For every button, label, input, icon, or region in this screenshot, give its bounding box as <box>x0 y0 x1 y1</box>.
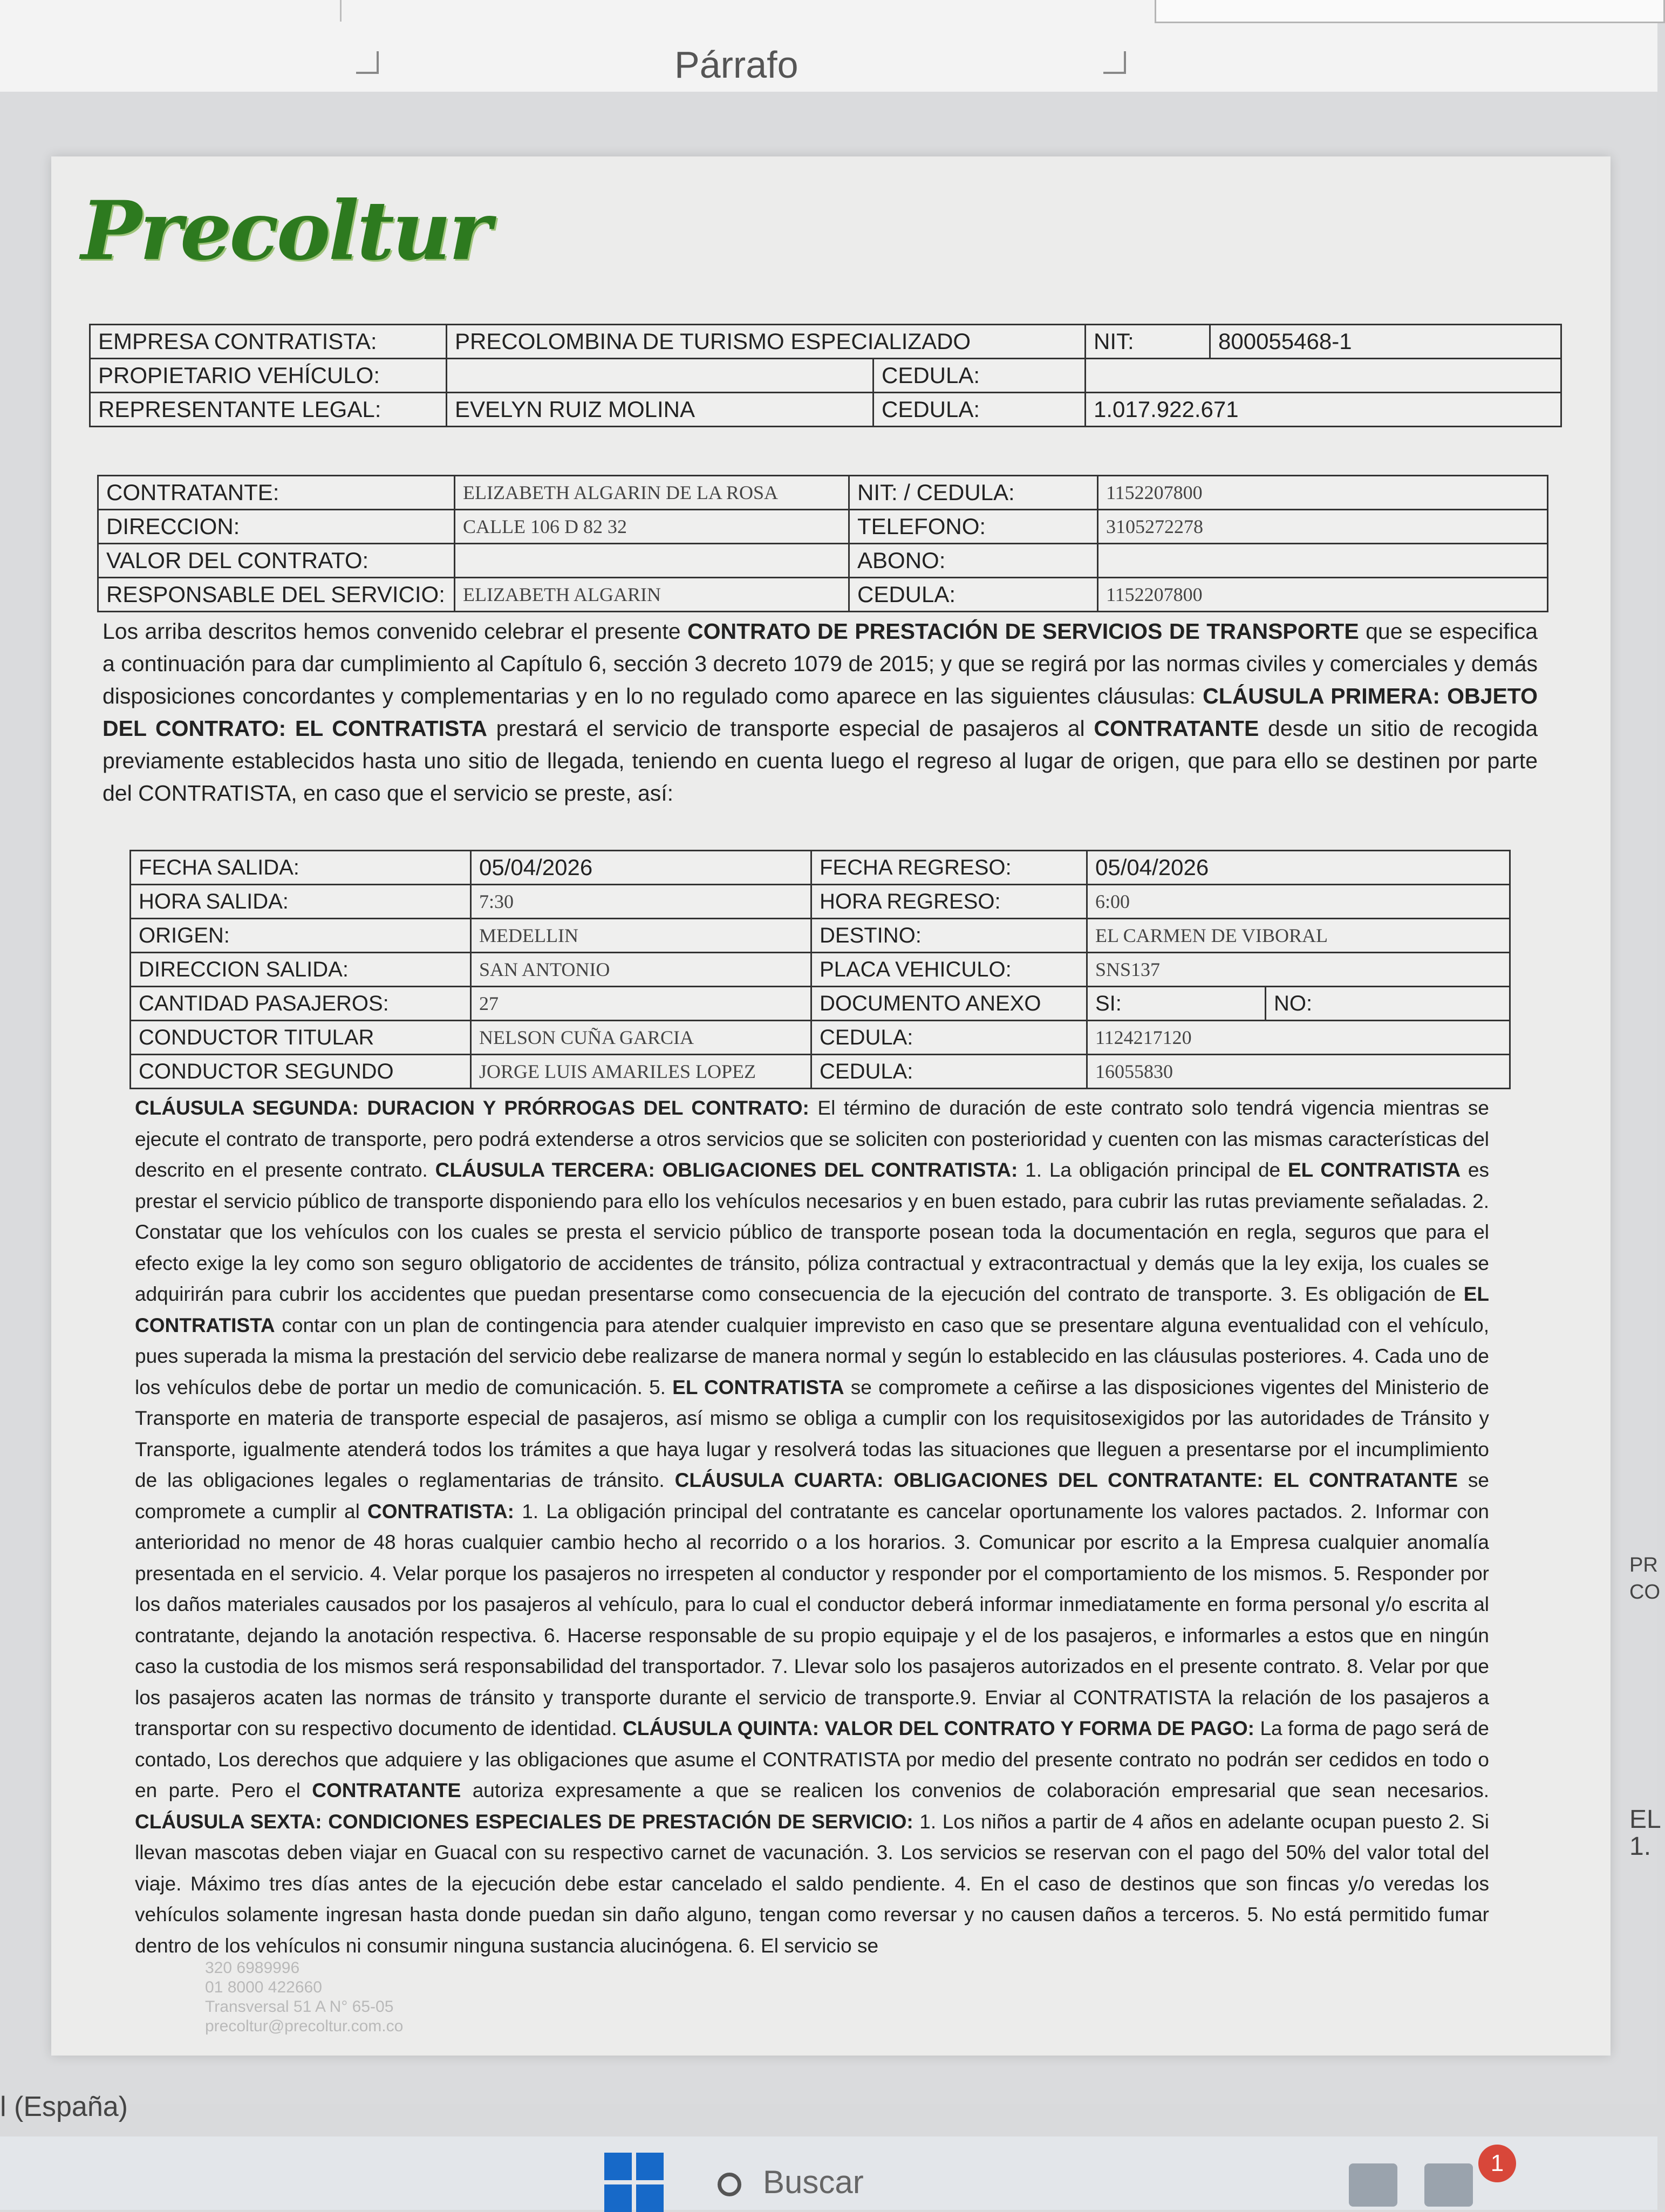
hora-regreso-label: HORA REGRESO: <box>811 885 1087 919</box>
conductor-titular-label: CONDUCTOR TITULAR <box>131 1021 471 1055</box>
clause-text: se compromete a cumplir al <box>135 1469 1489 1523</box>
documento-si-option: SI: <box>1087 987 1266 1021</box>
abono-value <box>1098 544 1548 578</box>
company-logo: Precoltur <box>81 183 489 278</box>
clause-text: es prestar el servicio público de transporte disponiendo para ello los vehículos necesarios y en buen estado, para cubrir las rutas previamente señaladas. 2. Constatar que los vehículos con los cuales se presta el servicio público de transporte posean toda la documentación en regla, seguros que para el efecto exige la ley como son seguro obligatorio de accidentes de tránsito, póliza contractual y extracontractual y demás que la ley exija, los cuales se adquirirán para cubrir los accidentes que puedan presentarse como consecuencia de la ejecución del contrato de transporte. 3. Es obligación de <box>135 1159 1489 1305</box>
intro-text: que se especifica a continuación para dar cumplimiento al Capítulo 6, sección 3 decreto 1079 de 2015; y que se regirá por las normas civiles y comerciales y demás disposiciones concordantes y complementarias y en lo no regulado como aparece en las siguientes cláusulas: <box>103 619 1538 708</box>
nit-label: NIT: <box>1086 325 1210 359</box>
footer-phone-national: 01 8000 422660 <box>205 1978 322 1996</box>
cantidad-pasajeros-label: CANTIDAD PASAJEROS: <box>131 987 471 1021</box>
ribbon <box>0 0 1657 93</box>
conductor-titular-value: NELSON CUÑA GARCIA <box>471 1021 811 1055</box>
hora-regreso-value: 6:00 <box>1087 885 1510 919</box>
start-tile <box>604 2184 632 2212</box>
intro-paragraph <box>103 615 1538 809</box>
intro-text: Los arriba descritos hemos convenido celebrar el presente <box>103 619 687 644</box>
footer-phone: 320 6989996 <box>205 1959 300 1977</box>
documento-anexo-label: DOCUMENTO ANEXO <box>811 987 1087 1021</box>
clauses-paragraph <box>135 1093 1489 1961</box>
notification-badge: 1 <box>1478 2145 1516 2182</box>
company-info-table <box>89 324 1562 427</box>
representante-cedula-label: CEDULA: <box>874 393 1086 427</box>
clause-text: autoriza expresamente a que se realicen los convenios de colaboración empresarial que sean necesarios. <box>461 1779 1489 1801</box>
propietario-label: PROPIETARIO VEHÍCULO: <box>90 359 447 393</box>
valor-contrato-value <box>455 544 849 578</box>
footer-email: precoltur@precoltur.com.co <box>205 2017 404 2035</box>
representante-cedula-value: 1.017.922.671 <box>1086 393 1561 427</box>
empresa-value: PRECOLOMBINA DE TURISMO ESPECIALIZADO <box>447 325 1086 359</box>
intro-text: prestará el servicio de transporte especial de pasajeros al <box>487 716 1094 741</box>
contratante-value: ELIZABETH ALGARIN DE LA ROSA <box>455 476 849 510</box>
conductor-titular-cedula-label: CEDULA: <box>811 1021 1087 1055</box>
contratista-bold: EL CONTRATISTA <box>672 1376 844 1398</box>
fecha-regreso-label: FECHA REGRESO: <box>811 851 1087 885</box>
fecha-salida-label: FECHA SALIDA: <box>131 851 471 885</box>
clause-text: contar con un plan de contingencia para atender cualquier imprevisto en caso que se presentare alguna eventualidad con el vehículo, pues superada la misma la prestación del servicio debe realizarse de manera normal y según lo establecido en las cláusulas posteriores. 4. Cada uno de los vehículos debe de portar un medio de comunicación. 5. <box>135 1314 1489 1398</box>
hora-salida-value: 7:30 <box>471 885 811 919</box>
placa-value: SNS137 <box>1087 953 1510 987</box>
responsable-cedula-label: CEDULA: <box>849 578 1098 612</box>
next-page-fragment: CO <box>1629 1581 1660 1603</box>
ribbon-separator <box>340 0 342 22</box>
clause-fourth-title: CLÁUSULA CUARTA: OBLIGACIONES DEL CONTRATANTE: EL CONTRATANTE <box>674 1469 1458 1491</box>
next-page-fragment: 1. <box>1629 1832 1652 1861</box>
responsable-cedula-value: 1152207800 <box>1098 578 1548 612</box>
representante-value: EVELYN RUIZ MOLINA <box>447 393 874 427</box>
conductor-segundo-label: CONDUCTOR SEGUNDO <box>131 1055 471 1089</box>
font-dialog-launcher-icon[interactable] <box>356 51 379 74</box>
valor-contrato-label: VALOR DEL CONTRATO: <box>98 544 455 578</box>
cantidad-pasajeros-value: 27 <box>471 987 811 1021</box>
contratante-label: CONTRATANTE: <box>98 476 455 510</box>
direccion-salida-value: SAN ANTONIO <box>471 953 811 987</box>
contratante-table <box>97 475 1548 612</box>
taskbar-app-icon[interactable] <box>1349 2163 1397 2207</box>
contratante-bold: CONTRATANTE <box>312 1779 461 1801</box>
conductor-segundo-cedula-label: CEDULA: <box>811 1055 1087 1089</box>
hora-salida-label: HORA SALIDA: <box>131 885 471 919</box>
contratante-bold: CONTRATANTE <box>1094 716 1259 741</box>
paragraph-group-label: Párrafo <box>674 44 799 86</box>
origen-label: ORIGEN: <box>131 919 471 953</box>
clause-first-title: CLÁUSULA PRIMERA: OBJETO DEL CONTRATO: EL CONTRATISTA <box>103 684 1538 741</box>
trip-details-table <box>129 850 1511 1089</box>
next-page-fragment: PR <box>1629 1554 1658 1576</box>
taskbar-app-icon[interactable] <box>1424 2163 1473 2207</box>
propietario-cedula-value <box>1086 359 1561 393</box>
intro-bold-title: CONTRATO DE PRESTACIÓN DE SERVICIOS DE TRANSPORTE <box>687 619 1359 644</box>
direccion-value: CALLE 106 D 82 32 <box>455 510 849 544</box>
clause-text: 1. La obligación principal de <box>1018 1159 1288 1181</box>
telefono-value: 3105272278 <box>1098 510 1548 544</box>
paragraph-dialog-launcher-icon[interactable] <box>1103 51 1126 74</box>
page-footer <box>205 1958 403 2036</box>
propietario-cedula-label: CEDULA: <box>874 359 1086 393</box>
clause-text: 1. La obligación principal del contratante es cancelar oportunamente los valores pactados. 2. Informar con anterioridad no menor de 48 horas cualquier cambio hecho al recorrido o a los horarios. 3. Comunicar por escrito a la Empresa cualquier anomalía presentada en el servicio. 4. Velar porque los pasajeros no irrespeten al conductor y responder por el comportamiento de los mismos. 5. Responder por los daños materiales causados por los pasajeros al vehículo, para lo cual el conductor deberá informar inmediatamente en forma personal y/o escrita al contratante, dejando la anotación respectiva. 6. Hacerse responsable de su propio equipaje y el de los pasajeros, e informarles a estos que en ningún caso la custodia de los mismos será responsabilidad del transportador. 7. Llevar solo los pasajeros autorizados en el presente contrato. 8. Velar por que los pasajeros acaten las normas de tránsito y transporte durante el servicio de transporte.9. Enviar al CONTRATISTA la relación de los pasajeros a transportar con su respectivo documento de identidad. <box>135 1500 1489 1739</box>
next-page-fragment: EL <box>1629 1805 1661 1834</box>
empresa-label: EMPRESA CONTRATISTA: <box>90 325 447 359</box>
taskbar-search[interactable] <box>718 2163 864 2201</box>
direccion-salida-label: DIRECCION SALIDA: <box>131 953 471 987</box>
start-tile <box>604 2153 632 2180</box>
clause-sixth-title: CLÁUSULA SEXTA: CONDICIONES ESPECIALES DE PRESTACIÓN DE SERVICIO: <box>135 1810 913 1833</box>
intro-text: desde un sitio de recogida previamente establecidos hasta uno sitio de llegada, teniendo en cuenta luego el regreso al lugar de origen, que para ello se destinen por parte del CONTRATISTA, en caso que el servicio se preste, así: <box>103 716 1538 805</box>
nit-value: 800055468-1 <box>1210 325 1561 359</box>
clause-fifth-title: CLÁUSULA QUINTA: VALOR DEL CONTRATO Y FORMA DE PAGO: <box>623 1717 1254 1739</box>
documento-no-option: NO: <box>1266 987 1510 1021</box>
destino-value: EL CARMEN DE VIBORAL <box>1087 919 1510 953</box>
clause-text: se compromete a ceñirse a las disposiciones vigentes del Ministerio de Transporte en materia de transporte especial de pasajeros, así mismo se obliga a cumplir con los requisitosexigidos por las autoridades de Tránsito y Transporte, igualmente atenderá todos los trámites a que haya lugar y resolverá todas las situaciones que lleguen a presentarse por el incumplimiento de las obligaciones legales o reglamentarias de tránsito. <box>135 1376 1489 1491</box>
responsable-value: ELIZABETH ALGARIN <box>455 578 849 612</box>
clause-text: 1. Los niños a partir de 4 años en adelante ocupan puesto 2. Si llevan mascotas deben viajar en Guacal con su respectivo carnet de vacunación. 3. Los servicios se reservan con el pago del 50% del valor total del viaje. Máximo tres días antes de la ejecución debe estar cancelado el saldo pendiente. 4. En el caso de destinos que son fincas y/o veredas los vehículos solamente ingresan hasta donde puedan sin daño alguno, tengan como reversar y no causen daños a terceros. 5. No está permitido fumar dentro de los vehículos ni consumir ninguna sustancia alucinógena. 6. El servicio se <box>135 1810 1489 1957</box>
propietario-value <box>447 359 874 393</box>
destino-label: DESTINO: <box>811 919 1087 953</box>
styles-gallery[interactable] <box>1155 0 1665 23</box>
representante-label: REPRESENTANTE LEGAL: <box>90 393 447 427</box>
clause-text: La forma de pago será de contado, Los derechos que adquiere y las obligaciones que asume el CONTRATISTA por medio del presente contrato no podrán ser cedidos en todo o en parte. Pero el <box>135 1717 1489 1801</box>
clause-text: El término de duración de este contrato solo tendrá vigencia mientras se ejecute el contrato de transporte, pero podrá extenderse a otros servicios que se soliciten con posterioridad y cuenten con las mismas características del descrito en el presente contrato. <box>135 1097 1489 1181</box>
nit-cedula-label: NIT: / CEDULA: <box>849 476 1098 510</box>
clause-second-title: CLÁUSULA SEGUNDA: DURACION Y PRÓRROGAS DEL CONTRATO: <box>135 1097 809 1119</box>
telefono-label: TELEFONO: <box>849 510 1098 544</box>
search-icon <box>718 2173 741 2196</box>
abono-label: ABONO: <box>849 544 1098 578</box>
conductor-segundo-cedula-value: 16055830 <box>1087 1055 1510 1089</box>
origen-value: MEDELLIN <box>471 919 811 953</box>
contratista-bold: EL CONTRATISTA <box>135 1283 1489 1336</box>
start-tile <box>636 2153 664 2180</box>
nit-cedula-value: 1152207800 <box>1098 476 1548 510</box>
placa-label: PLACA VEHICULO: <box>811 953 1087 987</box>
conductor-titular-cedula-value: 1124217120 <box>1087 1021 1510 1055</box>
contratista-bold: EL CONTRATISTA <box>1287 1159 1461 1181</box>
responsable-label: RESPONSABLE DEL SERVICIO: <box>98 578 455 612</box>
windows-start-icon[interactable] <box>604 2153 664 2212</box>
footer-address: Transversal 51 A N° 65-05 <box>205 1998 394 2016</box>
language-status[interactable]: l (España) <box>0 2091 128 2122</box>
search-placeholder: Buscar <box>763 2164 864 2200</box>
contratista-bold: CONTRATISTA: <box>367 1500 515 1523</box>
start-tile <box>636 2184 664 2212</box>
fecha-salida-value: 05/04/2026 <box>471 851 811 885</box>
clause-third-title: CLÁUSULA TERCERA: OBLIGACIONES DEL CONTRATISTA: <box>435 1159 1018 1181</box>
fecha-regreso-value: 05/04/2026 <box>1087 851 1510 885</box>
direccion-label: DIRECCION: <box>98 510 455 544</box>
conductor-segundo-value: JORGE LUIS AMARILES LOPEZ <box>471 1055 811 1089</box>
